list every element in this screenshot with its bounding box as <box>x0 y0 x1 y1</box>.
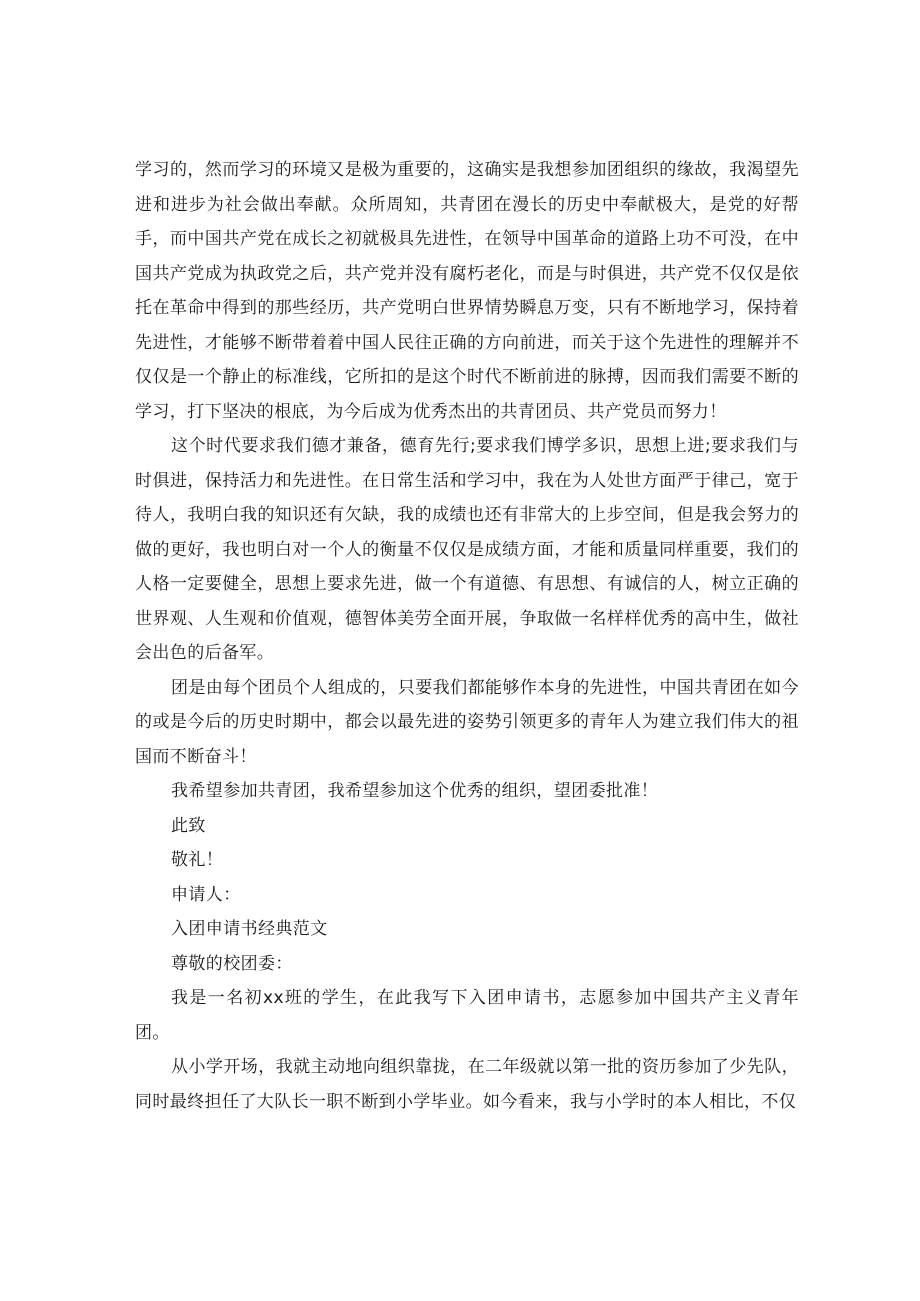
closing-regards: 敬礼！ <box>171 850 224 870</box>
applicant-label: 申请人： <box>171 884 241 905</box>
paragraph-2: 这个时代要求我们德才兼备，德育先行;要求我们博学多识，思想上进;要求我们与时俱进，保持活力和先进性。在日常生活和学习中，我在为人处世方面严于律己，宽于待人，我明白我的知识还有欠缺，我的成绩也还有非常大的上步空间，但是我会努力的做的更好，我也明白对一个人的衡量不仅仅是成绩方面，才能和质量同样重要，我们的人格一定要健全，思想上要求先进，做一个有道德、有思想、有诚信的人，树立正确的世界观、人生观和价值观，德智体美劳全面开展，争取做一名样样优秀的高中生，做社会出色的后备军。 <box>135 436 799 663</box>
section-title: 入团申请书经典范文 <box>171 919 328 939</box>
greeting: 尊敬的校团委： <box>171 953 293 974</box>
paragraph-5: 我是一名初xx班的学生，在此我写下入团申请书，志愿参加中国共产主义青年团。 <box>135 988 799 1043</box>
document-body <box>135 153 799 1119</box>
closing-salutation: 此致 <box>171 815 206 836</box>
paragraph-3: 团是由每个团员个人组成的，只要我们都能够作本身的先进性，中国共青团在如今的或是今后的历史时期中，都会以最先进的姿势引领更多的青年人为建立我们伟大的祖国而不断奋斗！ <box>135 677 799 767</box>
paragraph-1: 学习的，然而学习的环境又是极为重要的，这确实是我想参加团组织的缘故，我渴望先进和进步为社会做出奉献。众所周知，共青团在漫长的历史中奉献极大，是党的好帮手，而中国共产党在成长之初就极具先进性，在领导中国革命的道路上功不可没，在中国共产党成为执政党之后，共产党并没有腐朽老化，而是与时俱进，共产党不仅仅是依托在革命中得到的那些经历，共产党明白世界情势瞬息万变，只有不断地学习，保持着先进性，才能够不断带着着中国人民往正确的方向前进，而关于这个先进性的理解并不仅仅是一个静止的标准线，它所扣的是这个时代不断前进的脉搏，因而我们需要不断的学习，打下坚决的根底，为今后成为优秀杰出的共青团员、共产党员而努力！ <box>135 160 799 422</box>
paragraph-4: 我希望参加共青团，我希望参加这个优秀的组织，望团委批准！ <box>171 781 659 801</box>
paragraph-6: 从小学开场，我就主动地向组织靠拢，在二年级就以第一批的资历参加了少先队，同时最终担任了大队长一职不断到小学毕业。如今看来，我与小学时的本人相比，不仅 <box>135 1057 799 1112</box>
